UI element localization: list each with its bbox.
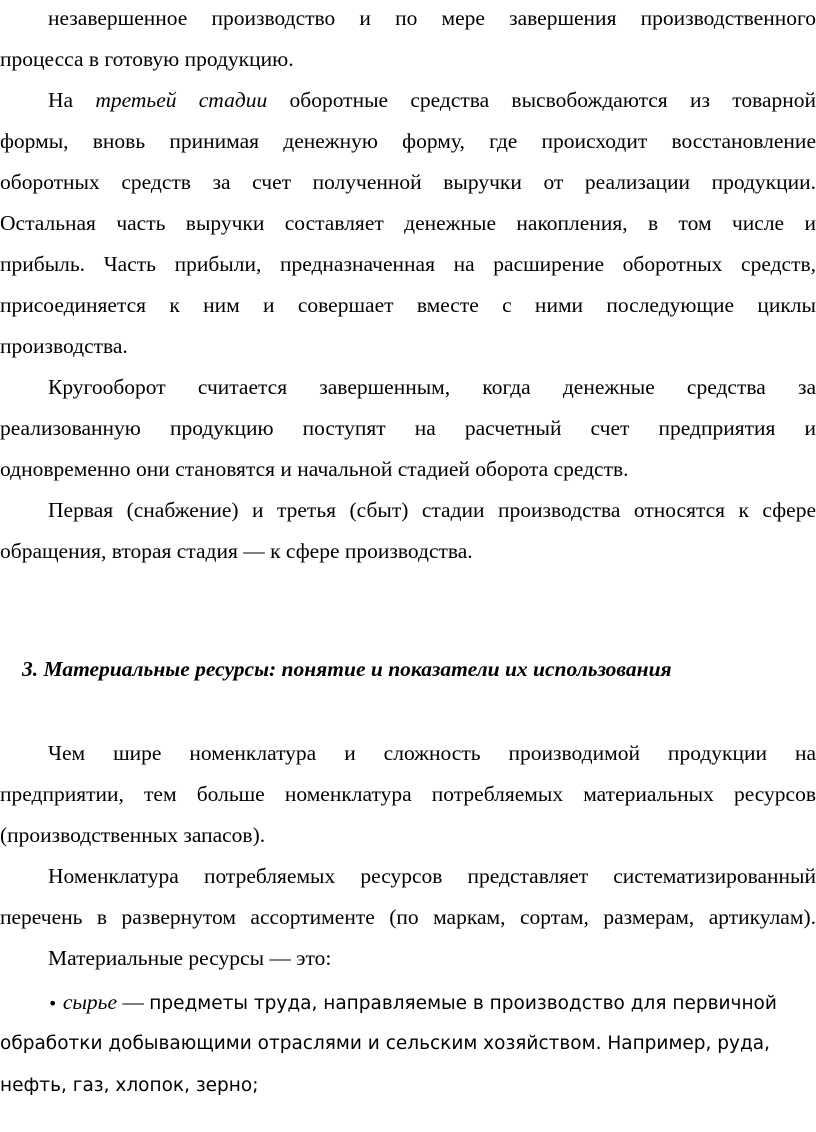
paragraph-line: Кругооборот считается завершенным, когда денежные средства за xyxy=(48,375,816,399)
paragraph-line: Первая (снабжение) и третья (сбыт) стадии производства относятся к сфере xyxy=(48,498,816,522)
paragraph-text: оборотные средства высвобождаются из товарной xyxy=(289,88,816,112)
paragraph-line: одновременно они становятся и начальной стадией оборота средств. xyxy=(0,457,629,481)
paragraph-line: Материальные ресурсы — это: xyxy=(48,946,332,970)
emphasis-text: третьей стадии xyxy=(95,88,268,112)
paragraph-line xyxy=(48,86,816,114)
paragraph-line: обращения, вторая стадия — к сфере производства. xyxy=(0,539,473,563)
paragraph-line: процесса в готовую продукцию. xyxy=(0,47,294,71)
paragraph-line: Номенклатура потребляемых ресурсов представляет систематизированный xyxy=(48,864,816,888)
paragraph-line: прибыль. Часть прибыли, предназначенная на расширение оборотных средств, xyxy=(0,252,816,276)
paragraph-line: (производственных запасов). xyxy=(0,823,266,847)
paragraph-line: производства. xyxy=(0,334,128,358)
paragraph-line: перечень в развернутом ассортименте (по маркам, сортам, размерам, артикулам). xyxy=(0,905,816,929)
bullet-icon: • xyxy=(48,994,58,1013)
paragraph-line: незавершенное производство и по мере завершения производственного xyxy=(48,6,816,30)
paragraph-lead: На xyxy=(48,88,74,112)
bullet-line: нефть, газ, хлопок, зерно; xyxy=(0,1075,259,1096)
bullet-item xyxy=(48,988,816,1018)
section-heading: 3. Материальные ресурсы: понятие и показатели их использования xyxy=(22,657,672,681)
paragraph-line: реализованную продукцию поступят на расчетный счет предприятия и xyxy=(0,416,816,440)
bullet-term: сырье xyxy=(62,990,117,1014)
paragraph-line: Чем шире номенклатура и сложность производимой продукции на xyxy=(48,741,816,765)
bullet-text: предметы труда, направляемые в производство для первичной xyxy=(149,993,777,1014)
paragraph-line: предприятии, тем больше номенклатура потребляемых материальных ресурсов xyxy=(0,782,816,806)
bullet-dash: — xyxy=(122,990,144,1014)
paragraph-line: оборотных средств за счет полученной выручки от реализации продукции. xyxy=(0,170,816,194)
paragraph-line: формы, вновь принимая денежную форму, где происходит восстановление xyxy=(0,129,816,153)
bullet-line: обработки добывающими отраслями и сельским хозяйством. Например, руда, xyxy=(0,1033,770,1054)
paragraph-line: присоединяется к ним и совершает вместе с ними последующие циклы xyxy=(0,293,816,317)
paragraph-line: Остальная часть выручки составляет денежные накопления, в том числе и xyxy=(0,211,816,235)
